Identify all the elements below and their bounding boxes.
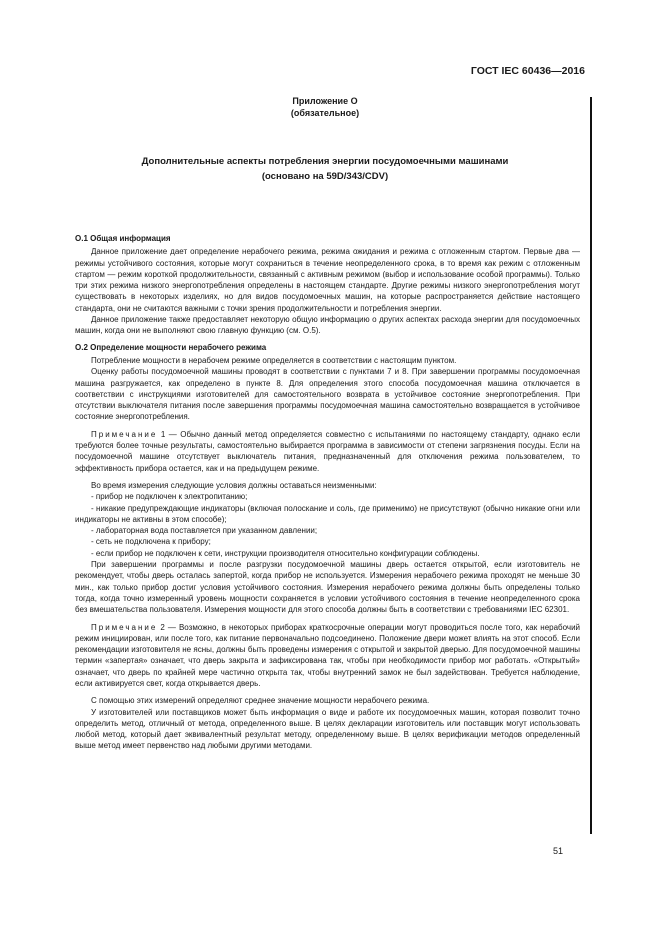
section-heading-o2: О.2 Определение мощности нерабочего режима [75,342,267,352]
note-2 [75,622,580,690]
list-item: - сеть не подключена к прибору; [91,537,211,547]
paragraph: У изготовителей или поставщиков может быть информация о виде и работе их посудомоечных машин, которая позволит точно определить метод, отличный от метода, определенного выше. В целях декларации изготовитель или поставщик могут использовать любой метод, который дает эквивалентный результат методу, определенному выше. В целях верификации методов определенный выше метод имеет первенство над любыми другими методами. [75,707,580,751]
annex-title-line2: (основано на 59D/343/CDV) [261,171,389,182]
paragraph: Данное приложение дает определение нерабочего режима, режима ожидания и режима с отложенным стартом. Первые два — режимы устойчивого состояния, которые могут сохраниться в течение неопределенного срока, в то время как режим с отложенным стартом — режим короткой продолжительности, связанный с активным режимом (выбор и использование особой программы). Только три этих режима низкого энергопотребления определены в настоящем стандарте. Другие режимы низкого энергопотребления могут существовать в некоторых изделиях, но для видов посудомоечных машин, на которые распространяется действие настоящего стандарта, они не считаются важными с точки зрения продолжительности и потребления энергии. [75,247,580,313]
annex-label: Приложение О [292,96,358,106]
note-1 [75,429,580,474]
paragraph: Данное приложение также предоставляет некоторую общую информацию о других аспектах расхода энергии для посудомоечных машин, когда они не выполняют свою главную функцию (см. О.5). [75,315,580,336]
note-label: Примечание [91,429,158,439]
paragraph: С помощью этих измерений определяют среднее значение мощности нерабочего режима. [91,696,430,706]
annex-title-line1: Дополнительные аспекты потребления энергии посудомоечными машинами [141,156,509,167]
paragraph: При завершении программы и после разгрузки посудомоечной машины дверь остается открытой, если изготовитель не рекомендует, чтобы дверь осталась запертой, когда прибор не используется. Измерения нерабочего режима проходят не меньше 30 мин., как только прибор достиг условия устойчивого состояния. Измерения нерабочего режима должны быть определены только тогда, когда точно измеренный уровень мощности сохраняется в условии устойчивого состояния в течение неопределенного срока без вмешательства пользователя. Измерения мощности для этого способа должны быть в соответствии с требованиями IEC 62301. [75,560,580,615]
standard-id: ГОСТ IEC 60436—2016 [470,65,585,77]
list-item: - если прибор не подключен к сети, инструкции производителя относительно конфигурации соблюдены. [91,548,480,558]
list-item: - лабораторная вода поставляется при указанном давлении; [91,526,318,536]
page-number: 51 [552,846,563,856]
note-label: Примечание [91,622,158,632]
list-item: - прибор не подключен к электропитанию; [91,492,248,502]
margin-rule [590,97,592,834]
list-item: - никакие предупреждающие индикаторы (включая полоскание и соль, где применимо) не присутствуют (обычно никакие огни или индикаторы не активны в этом способе); [75,503,580,524]
note-text: 2 — Возможно, в некоторых приборах краткосрочные операции могут проводиться после того, как нерабочий режим инициирован, или после того, как питание первоначально подсоединено. Положение двери может влиять на этот способ. Если рекомендации изготовителя не ясны, должны быть проведены измерения с открытой и закрытой дверью. Для посудомоечной машины термин «запертая» означает, что дверь закрыта и зафиксирована так, чтобы при необходимости прибор мог работать. «Открытый» означает, что дверь по крайней мере частично открыта так, чтобы внутренний замок не был задействован. Требуется наблюдение, если активируется свет, когда открывается дверь. [75,622,581,688]
document-body [75,230,580,752]
conditions-intro: Во время измерения следующие условия должны оставаться неизменными: [91,480,377,490]
section-heading-o1: О.1 Общая информация [75,234,171,243]
paragraph: Оценку работы посудомоечной машины проводят в соответствии с пунктами 7 и 8. При завершении программы посудомоечная машина разгружается, как определено в пункте 8. Для определения этого способа посудомоечная машина отключается в соответствии с инструкциями изготовителей для самостоятельного возврата в устойчивое состояние энергопотребления. При отсутствии выключателя питания после завершения программы посудомоечная машина самостоятельно возвращается в устойчивое состояние энергопотребления. [75,367,580,422]
annex-status: (обязательное) [290,108,360,118]
paragraph: Потребление мощности в нерабочем режиме определяется в соответствии с настоящим пунктом. [91,355,457,365]
note-text: 1 — Обычно данный метод определяется совместно с испытаниями по настоящему стандарту, однако если требуются более точные результаты, самостоятельно выбирается программа в зависимости от степени загрязнения посуды. Если на посудомоечной машине отсутствует выключатель питания, предназначенный для отключения режима пользователем, то эффективность прибора остается, как и на предыдущем режиме. [75,429,580,473]
